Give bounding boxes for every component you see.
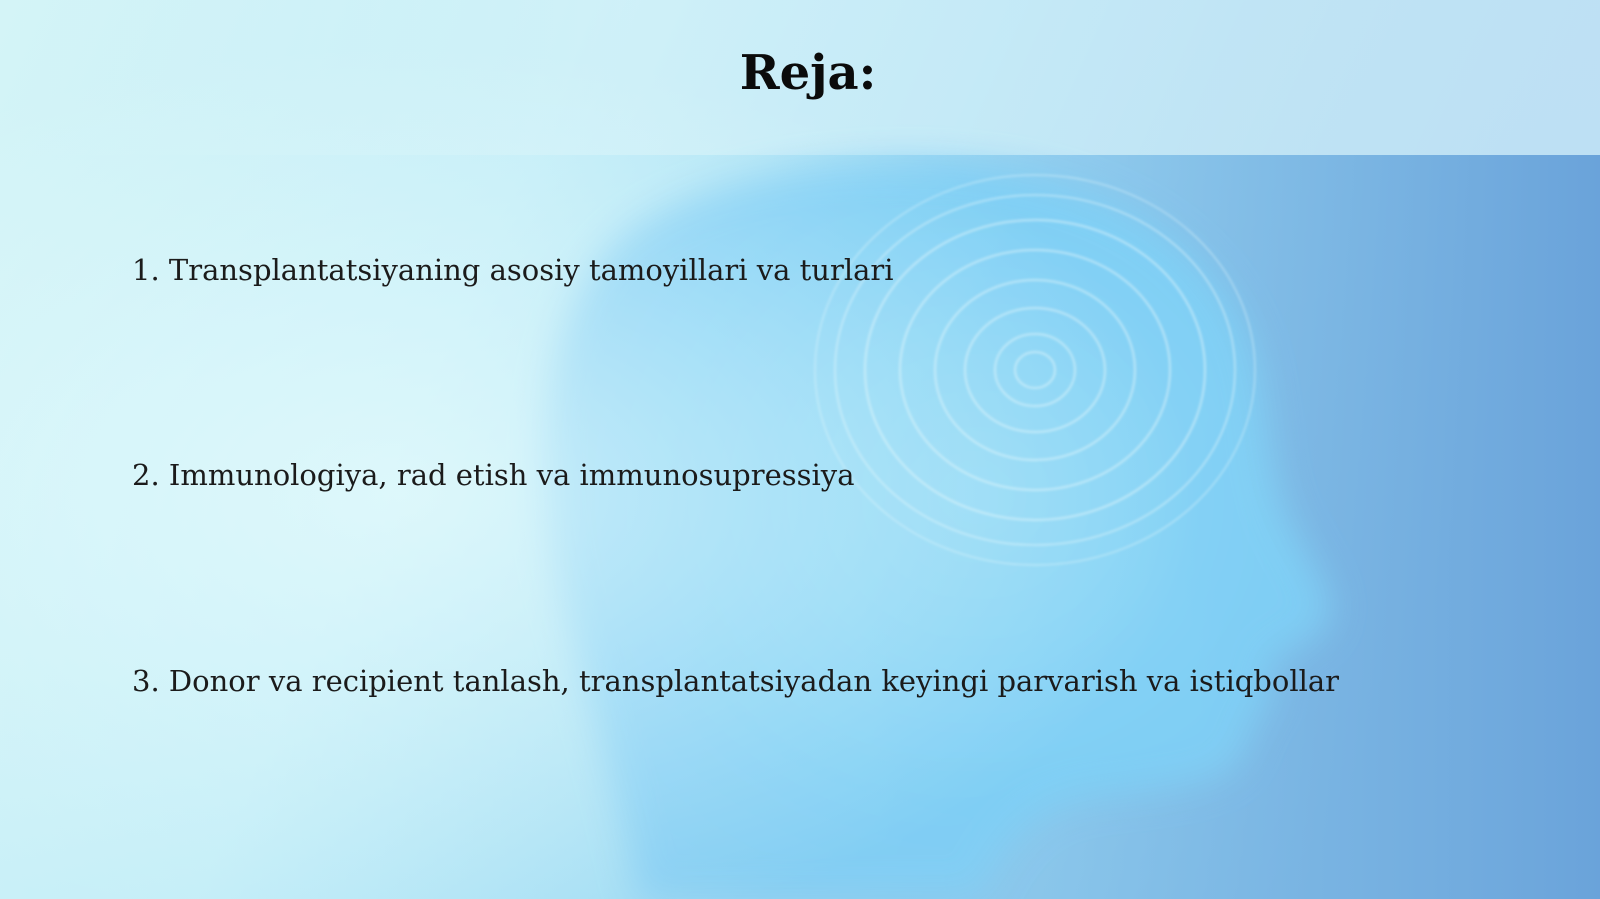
plan-item-1: 1. Transplantatsiyaning asosiy tamoyillari va turlari <box>132 253 894 287</box>
plan-item-3: 3. Donor va recipient tanlash, transplantatsiyadan keyingi parvarish va istiqbollar <box>132 664 1340 698</box>
plan-item-2: 2. Immunologiya, rad etish va immunosupressiya <box>132 458 855 492</box>
slide-title: Reja: <box>739 45 877 101</box>
